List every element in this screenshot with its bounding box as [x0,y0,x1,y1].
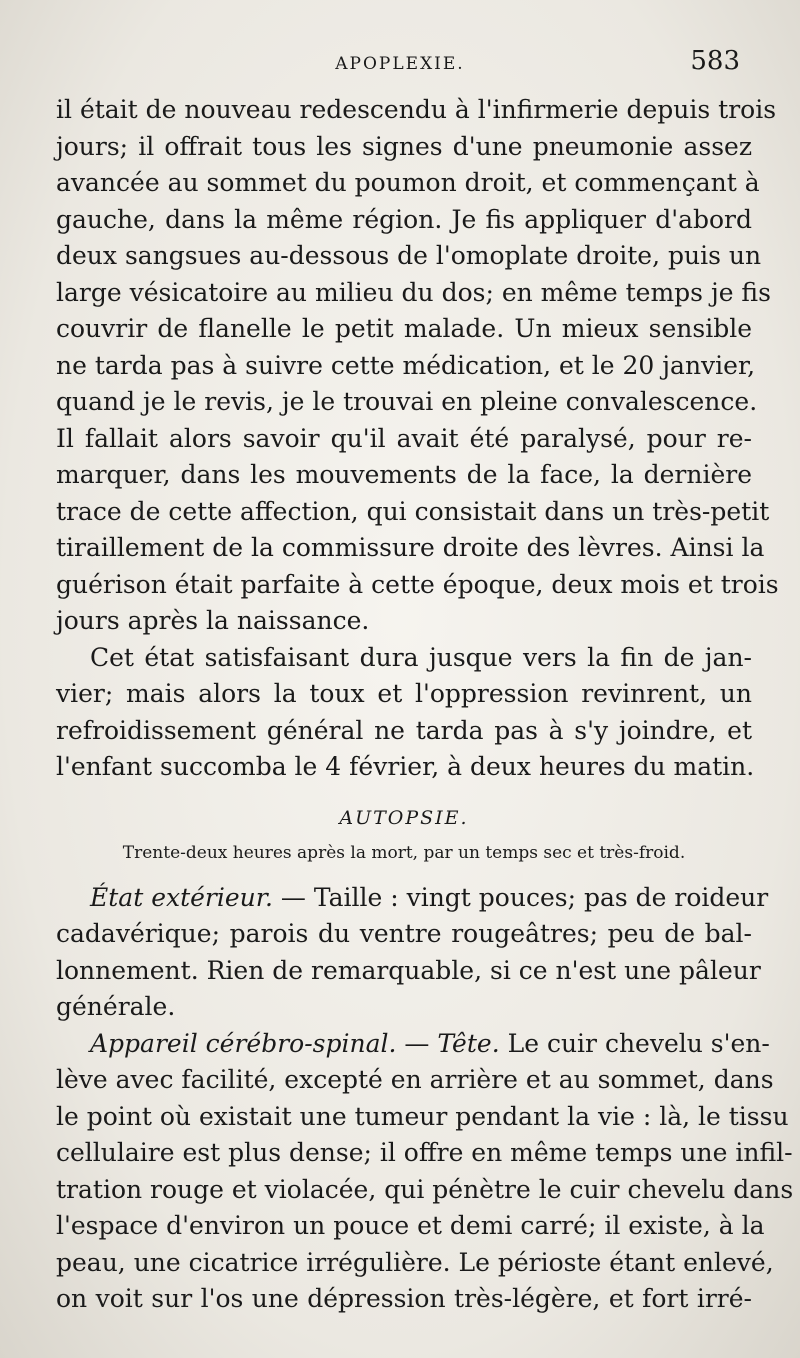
text-line: il était de nouveau redescendu à l'infirmerie depuis trois [56,95,777,124]
text-line: le point où existait une tumeur pendant la vie : là, le tissu [56,1101,789,1131]
subsection-heading: Appareil cérébro-spinal. [90,1028,397,1058]
paragraph-cerebro-spinal [56,1026,794,1318]
text-line: ne tarda pas à suivre cette médication, et le 20 janvier, [56,350,756,380]
section-subtitle: Trente-deux heures après la mort, par un temps sec et très-froid. [122,842,686,863]
text-line: Il fallait alors savoir qu'il avait été paralysé, pour re- [56,423,752,453]
paragraph-death [56,640,755,786]
text-line: l'espace d'environ un pouce et demi carré; il existe, à la [56,1211,765,1240]
text-line: marquer, dans les mouvements de la face, la dernière [56,460,752,489]
text-run: Le cuir chevelu s'en- [499,1028,770,1058]
text-line: quand je le revis, je le trouvai en pleine convalescence. [56,387,758,416]
text-line: Cet état satisfaisant dura jusque vers la fin de jan- [90,642,752,672]
em-dash: — [396,1028,438,1058]
page-header [60,46,740,82]
text-line: l'enfant succomba le 4 février, à deux heures du matin. [56,752,755,781]
text-line: lève avec facilité, excepté en arrière et au sommet, dans [56,1065,774,1094]
em-dash: — [272,882,314,912]
text-line: peau, une cicatrice irrégulière. Le périoste étant enlevé, [56,1247,774,1277]
running-head: APOPLEXIE. [335,54,465,74]
text-line: on voit sur l'os une dépression très-légère, et fort irré- [56,1284,752,1313]
text-line [56,1026,770,1063]
text-run: Taille : vingt pouces; pas de roideur [313,882,769,912]
text-line: large vésicatoire au milieu du dos; en même temps je fis [56,277,771,307]
text-line: couvrir de flanelle le petit malade. Un mieux sensible [56,314,752,343]
page-number: 583 [690,46,740,76]
text-line: deux sangsues au-dessous de l'omoplate droite, puis un [56,241,762,270]
text-line: gauche, dans la même région. Je fis appliquer d'abord [56,204,752,234]
text-line: tration rouge et violacée, qui pénètre le cuir chevelu dans [56,1174,794,1204]
text-line: guérison était parfaite à cette époque, deux mois et trois [56,569,779,599]
subsection-heading: État extérieur. [90,882,273,912]
text-line [56,880,769,917]
text-line: tiraillement de la commissure droite des lèvres. Ainsi la [56,533,765,562]
text-line: vier; mais alors la toux et l'oppression revinrent, un [56,679,752,708]
text-line: lonnement. Rien de remarquable, si ce n'est une pâleur [56,955,761,985]
text-line: refroidissement général ne tarda pas à s'y joindre, et [56,715,752,745]
text-line: générale. [56,992,176,1021]
paragraph-continued [56,92,779,640]
text-line: trace de cette affection, qui consistait dans un très-petit [56,496,770,526]
text-line: cellulaire est plus dense; il offre en même temps une infil- [56,1138,793,1167]
paragraph-exterior [56,880,769,1026]
subsection-subheading: Tête. [437,1028,500,1058]
page-body [56,92,794,1318]
section-title: AUTOPSIE. [339,806,469,829]
text-line: avancée au sommet du poumon droit, et commençant à [56,168,760,197]
text-line: jours après la naissance. [56,606,370,635]
text-line: jours; il offrait tous les signes d'une pneumonie assez [56,131,752,161]
text-line: cadavérique; parois du ventre rougeâtres; peu de bal- [56,919,752,948]
